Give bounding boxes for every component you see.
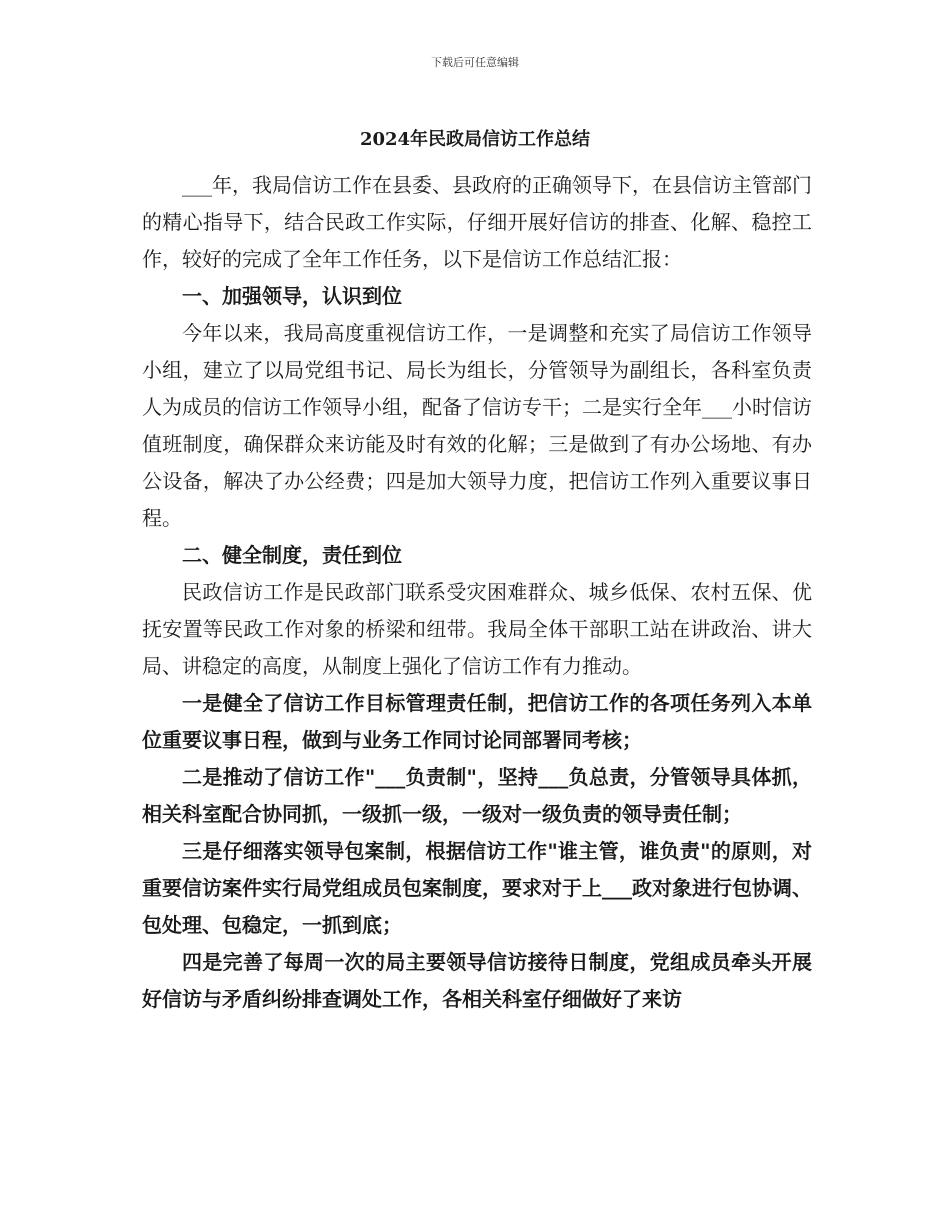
section-heading-2: 二、健全制度，责任到位 [182, 543, 402, 567]
section-1-paragraph: 今年以来，我局高度重视信访工作，一是调整和充实了局信访工作领导小组，建立了以局党组书记、局长为组长，分管领导为副组长，各科室负责人为成员的信访工作领导小组，配备了信访专干；二是实行全年___小时信访值班制度，确保群众来访能及时有效的化解；三是做到了有办公场地、有办公设备，解决了办公经费；四是加大领导力度，把信访工作列入重要议事日程。 [142, 321, 812, 530]
measure-item-1: 一是健全了信访工作目标管理责任制，把信访工作的各项任务列入本单位重要议事日程，做到与业务工作同讨论同部署同考核； [142, 691, 812, 752]
header-note: 下载后可任意编辑 [431, 56, 519, 69]
intro-paragraph: ___年，我局信访工作在县委、县政府的正确领导下，在县信访主管部门的精心指导下，结合民政工作实际，仔细开展好信访的排查、化解、稳控工作，较好的完成了全年工作任务，以下是信访工作总结汇报： [142, 173, 812, 271]
section-heading-1: 一、加强领导，认识到位 [182, 284, 402, 308]
document-title: 2024年民政局信访工作总结 [359, 129, 591, 150]
section-2-paragraph: 民政信访工作是民政部门联系受灾困难群众、城乡低保、农村五保、优抚安置等民政工作对象的桥梁和纽带。我局全体干部职工站在讲政治、讲大局、讲稳定的高度，从制度上强化了信访工作有力推动。 [142, 580, 812, 678]
document-body [142, 167, 812, 1018]
measure-item-2: 二是推动了信访工作"___负责制"，坚持___负总责，分管领导具体抓，相关科室配合协同抓，一级抓一级，一级对一级负责的领导责任制； [142, 765, 812, 826]
measure-item-3: 三是仔细落实领导包案制，根据信访工作"谁主管，谁负责"的原则，对重要信访案件实行局党组成员包案制度，要求对于上___政对象进行包协调、包处理、包稳定，一抓到底； [142, 839, 812, 937]
measure-item-4: 四是完善了每周一次的局主要领导信访接待日制度，党组成员牵头开展好信访与矛盾纠纷排查调处工作，各相关科室仔细做好了来访 [142, 950, 812, 1011]
